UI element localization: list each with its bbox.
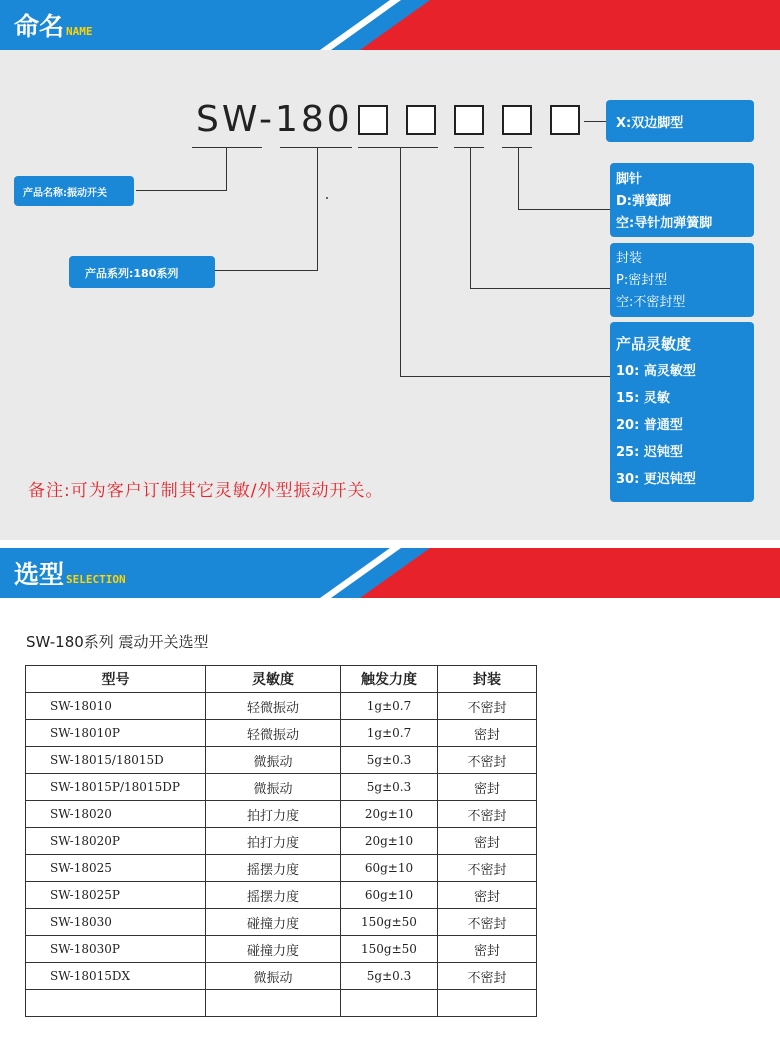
model-prefix: SW-180 <box>196 99 353 140</box>
cell-sensitivity: 轻微振动 <box>206 693 341 720</box>
cell-sensitivity: 摇摆力度 <box>206 882 341 909</box>
connector-series-h <box>215 270 318 271</box>
seal-option-box: 封装 P:密封型 空:不密封型 <box>610 243 754 317</box>
connector-name-h <box>136 190 227 191</box>
underline-180 <box>280 147 352 148</box>
cell-model: SW-18015DX <box>26 963 206 990</box>
cell-model: SW-18010P <box>26 720 206 747</box>
header-package: 封装 <box>438 666 537 693</box>
cell-package: 密封 <box>438 828 537 855</box>
cell-sensitivity: 摇摆力度 <box>206 855 341 882</box>
connector-series-v <box>317 147 318 271</box>
code-box-1 <box>358 105 388 135</box>
table-row <box>26 909 537 936</box>
cell-package: 不密封 <box>438 693 537 720</box>
cell-sensitivity: 轻微振动 <box>206 720 341 747</box>
cell-package: 不密封 <box>438 909 537 936</box>
cell-sensitivity: 碰撞力度 <box>206 936 341 963</box>
cell-force: 60g±10 <box>341 882 438 909</box>
connector-name-v <box>226 147 227 190</box>
cell-sensitivity: 碰撞力度 <box>206 909 341 936</box>
table-row <box>26 693 537 720</box>
connector-seal-v <box>470 147 471 289</box>
code-box-2 <box>406 105 436 135</box>
cell-sensitivity: 微振动 <box>206 963 341 990</box>
table-row <box>26 720 537 747</box>
cell-model: SW-18015P/18015DP <box>26 774 206 801</box>
underline-sw <box>192 147 262 148</box>
selection-section-title: 选型 SELECTION <box>14 560 126 589</box>
header-model: 型号 <box>26 666 206 693</box>
table-row <box>26 936 537 963</box>
underline-pin <box>502 147 532 148</box>
connector-sens-v <box>400 147 401 377</box>
cell-force: 5g±0.3 <box>341 963 438 990</box>
header-sensitivity: 灵敏度 <box>206 666 341 693</box>
cell-sensitivity <box>206 990 341 1017</box>
cell-package: 密封 <box>438 720 537 747</box>
cell-package: 密封 <box>438 936 537 963</box>
cell-model: SW-18025 <box>26 855 206 882</box>
selection-table-title: SW-180系列 震动开关选型 <box>26 633 209 651</box>
cell-sensitivity: 拍打力度 <box>206 801 341 828</box>
cell-package: 不密封 <box>438 747 537 774</box>
product-series-label: 产品系列:180系列 <box>69 256 215 288</box>
name-section-banner <box>0 0 780 50</box>
table-row <box>26 855 537 882</box>
option-x-box: X:双边脚型 <box>606 100 754 142</box>
cell-sensitivity: 拍打力度 <box>206 828 341 855</box>
table-row <box>26 963 537 990</box>
table-row <box>26 882 537 909</box>
cell-package: 密封 <box>438 882 537 909</box>
cell-force: 20g±10 <box>341 801 438 828</box>
cell-force <box>341 990 438 1017</box>
cell-model: SW-18030P <box>26 936 206 963</box>
cell-force: 150g±50 <box>341 936 438 963</box>
pin-option-box: 脚针 D:弹簧脚 空:导针加弹簧脚 <box>610 163 754 237</box>
product-name-label: 产品名称:振动开关 <box>14 176 134 206</box>
connector-pin-v <box>518 147 519 210</box>
code-box-5 <box>550 105 580 135</box>
cell-force: 20g±10 <box>341 828 438 855</box>
header-trigger-force: 触发力度 <box>341 666 438 693</box>
customization-note: 备注:可为客户订制其它灵敏/外型振动开关。 <box>28 481 384 501</box>
cell-model: SW-18025P <box>26 882 206 909</box>
name-section-subtitle: NAME <box>66 25 93 38</box>
table-row-empty <box>26 990 537 1017</box>
underline-seal <box>454 147 484 148</box>
cell-model <box>26 990 206 1017</box>
cell-model: SW-18010 <box>26 693 206 720</box>
code-box-4 <box>502 105 532 135</box>
cell-sensitivity: 微振动 <box>206 747 341 774</box>
cell-model: SW-18015/18015D <box>26 747 206 774</box>
cell-force: 5g±0.3 <box>341 747 438 774</box>
selection-section-subtitle: SELECTION <box>66 573 126 586</box>
table-row <box>26 747 537 774</box>
selection-table <box>25 665 537 1017</box>
cell-force: 5g±0.3 <box>341 774 438 801</box>
cell-package <box>438 990 537 1017</box>
sensitivity-option-box: 产品灵敏度 10: 高灵敏型 15: 灵敏 20: 普通型 25: 迟钝型 30: 更迟钝型 <box>610 322 754 502</box>
cell-package: 不密封 <box>438 855 537 882</box>
table-row <box>26 774 537 801</box>
connector-x-h <box>584 121 606 122</box>
cell-force: 60g±10 <box>341 855 438 882</box>
connector-sens-h <box>400 376 610 377</box>
selection-section-banner <box>0 548 780 598</box>
cell-force: 150g±50 <box>341 909 438 936</box>
table-header-row <box>26 666 537 693</box>
cell-model: SW-18030 <box>26 909 206 936</box>
cell-sensitivity: 微振动 <box>206 774 341 801</box>
cell-package: 密封 <box>438 774 537 801</box>
connector-pin-h <box>518 209 610 210</box>
cell-model: SW-18020 <box>26 801 206 828</box>
name-section-title: 命名 NAME <box>14 12 93 41</box>
cell-force: 1g±0.7 <box>341 720 438 747</box>
table-row <box>26 828 537 855</box>
cell-package: 不密封 <box>438 801 537 828</box>
connector-seal-h <box>470 288 610 289</box>
table-row <box>26 801 537 828</box>
cell-package: 不密封 <box>438 963 537 990</box>
underline-sens <box>358 147 438 148</box>
code-box-3 <box>454 105 484 135</box>
cell-force: 1g±0.7 <box>341 693 438 720</box>
cell-model: SW-18020P <box>26 828 206 855</box>
